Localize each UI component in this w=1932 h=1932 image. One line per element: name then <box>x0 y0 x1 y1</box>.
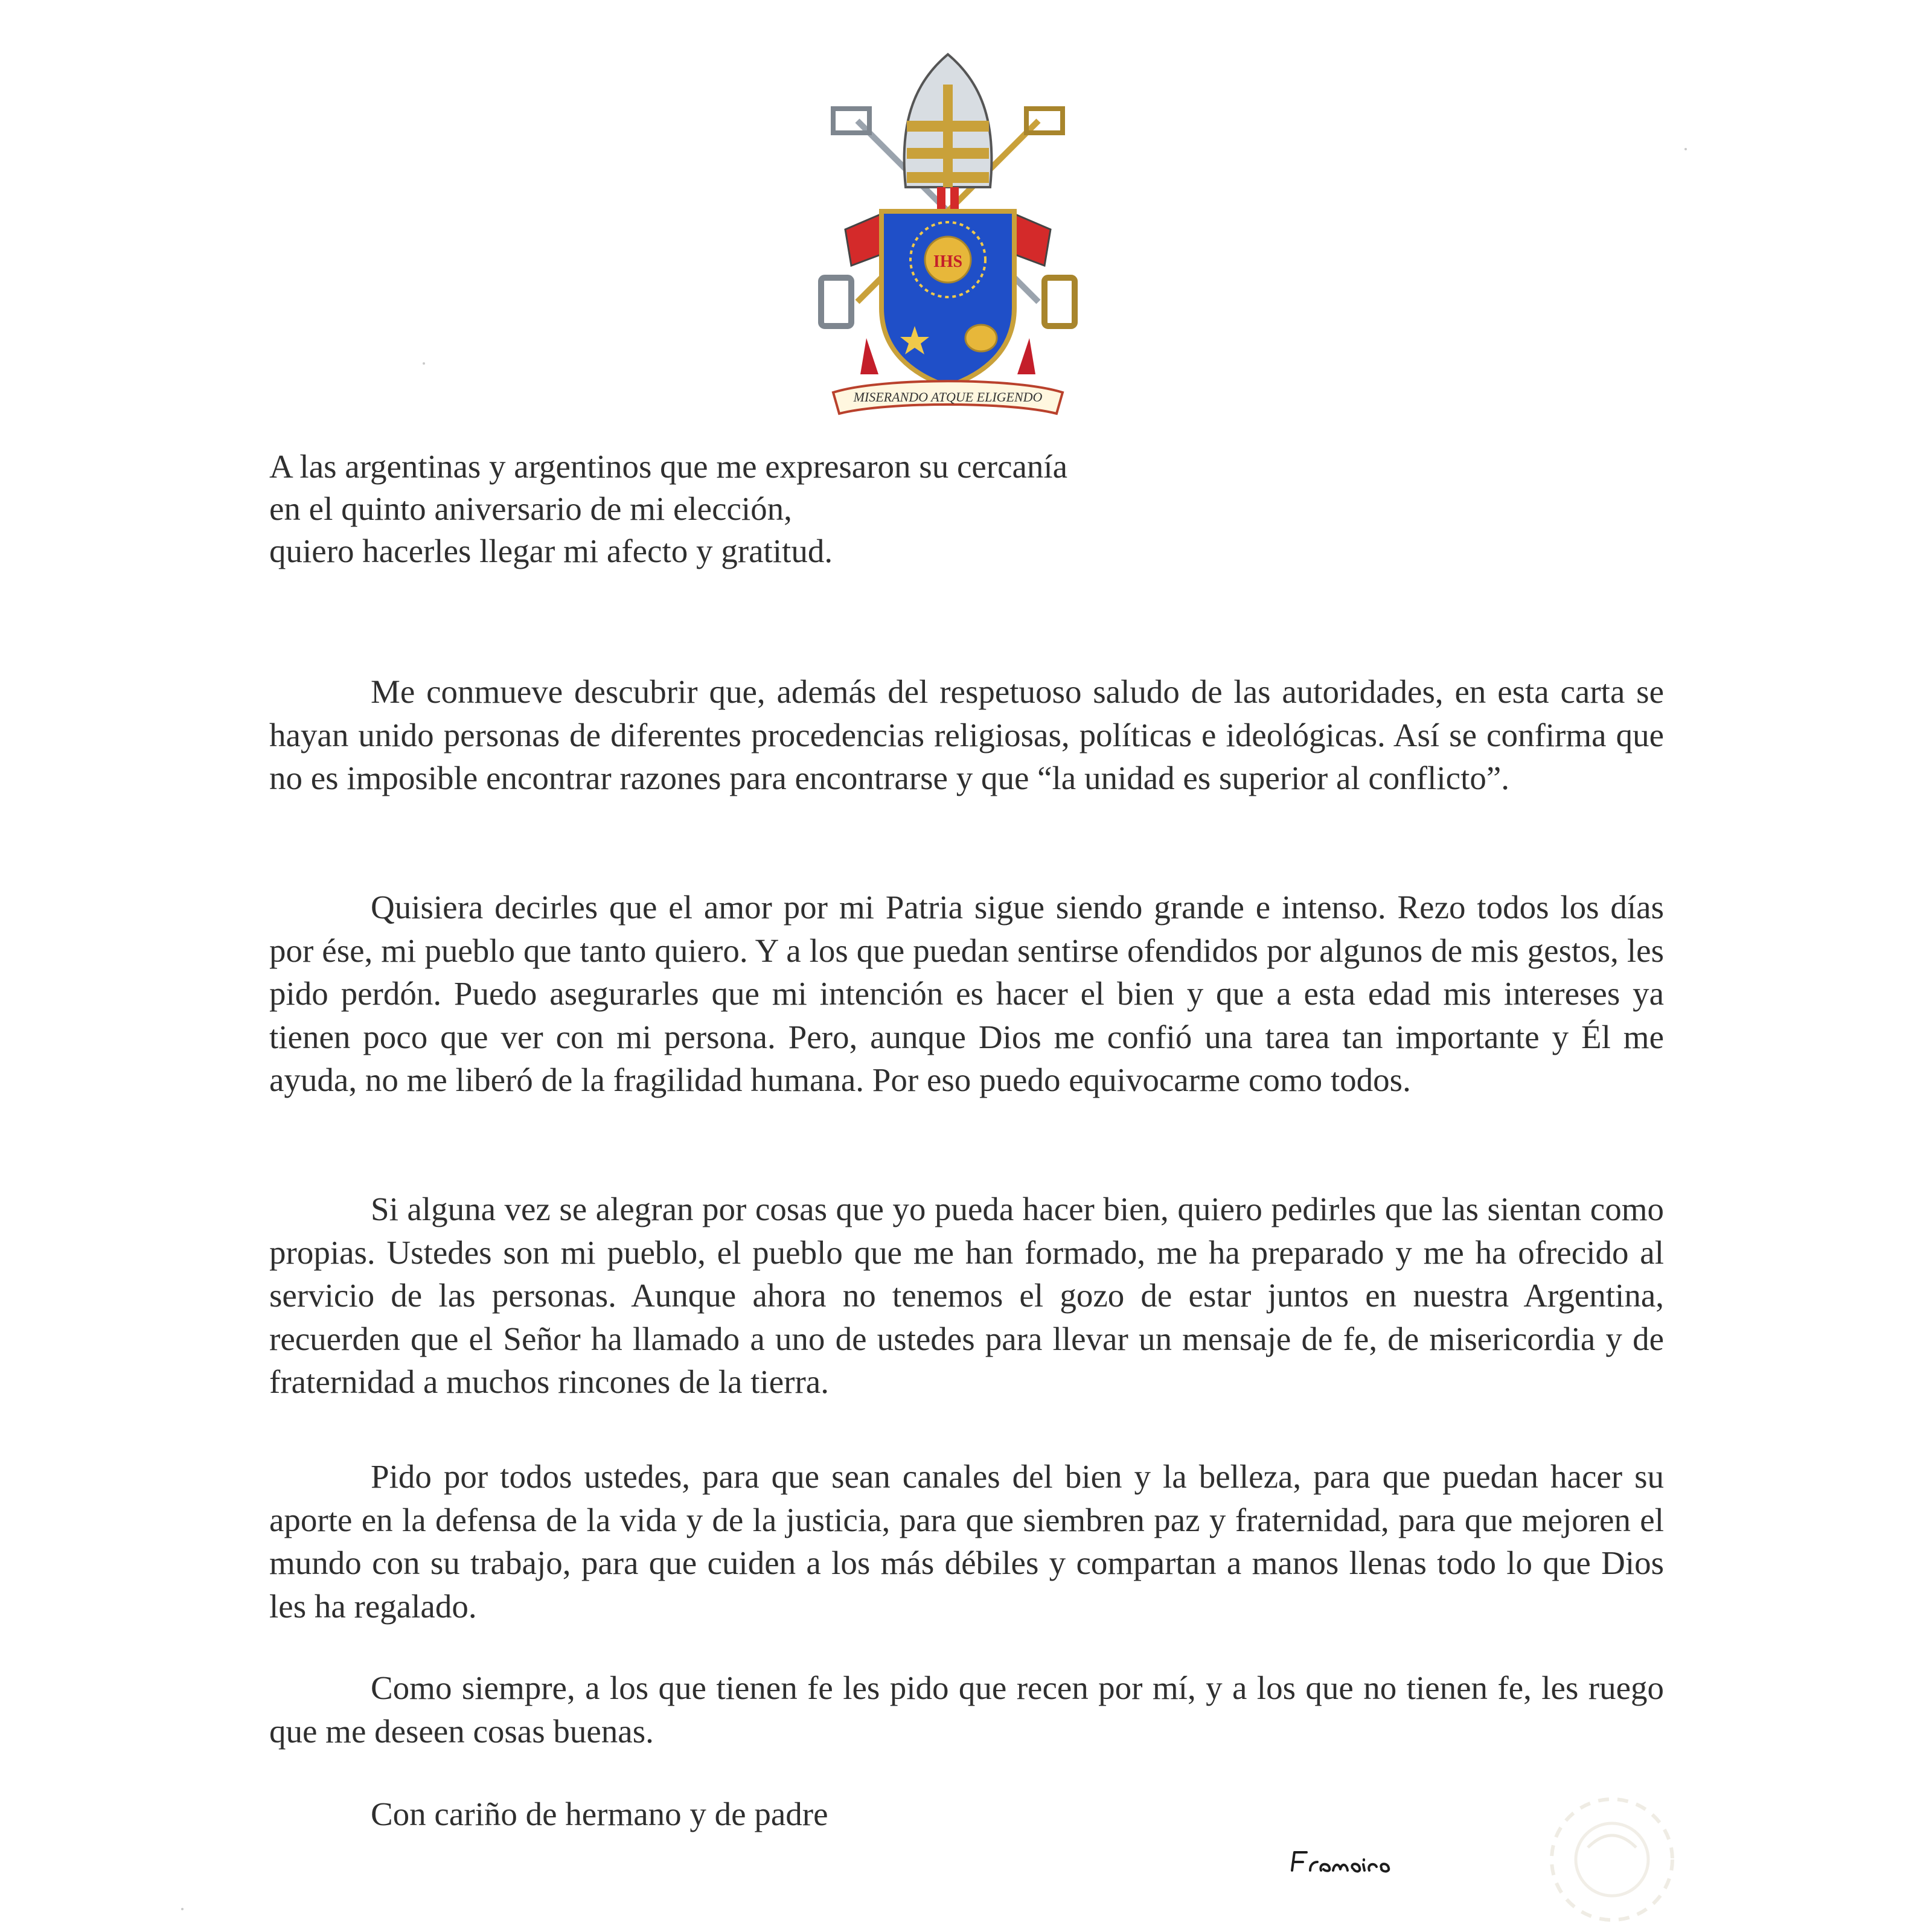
paper-speck <box>1684 148 1687 150</box>
motto-text: MISERANDO ATQUE ELIGENDO <box>853 389 1043 405</box>
body-paragraph: Si alguna vez se alegran por cosas que yo pueda hacer bien, quiero pedirles que las sientan como propias. Ustedes son mi pueblo, el pueblo que me han formado, me ha preparado y me ha ofrecido al servicio de las personas. Aunque ahora no tenemos el gozo de estar juntos en nuestra Argentina, recuerden que el Señor ha llamado a uno de ustedes para llevar un mensaje de fe, de misericordia y de fraternidad a muchos rincones de la tierra. <box>269 1191 1664 1400</box>
handwritten-signature <box>1286 1840 1443 1889</box>
closing-line: Con cariño de hermano y de padre <box>371 1796 828 1832</box>
shield-icon <box>881 211 1014 386</box>
salutation <box>269 446 1664 572</box>
salutation-line: quiero hacerles llegar mi afecto y gratitud. <box>269 533 833 569</box>
embossed-seal-icon <box>1521 1787 1703 1932</box>
body-paragraph: Quisiera decirles que el amor por mi Patria sigue siendo grande e intenso. Rezo todos los días por ése, mi pueblo que tanto quiero. Y a los que puedan sentirse ofendidos por algunos de mis gestos, les pido perdón. Puedo asegurarles que mi intención es hacer el bien y que a esta edad mis intereses ya tienen poco que ver con mi persona. Pero, aunque Dios me confió una tarea tan importante y Él me ayuda, no me liberó de la fragilidad humana. Por eso puedo equivocarme como todos. <box>269 889 1664 1098</box>
body-paragraph: Como siempre, a los que tienen fe les pido que recen por mí, y a los que no tienen fe, les ruego que me deseen cosas buenas. <box>269 1669 1664 1750</box>
paper-speck <box>181 1908 184 1910</box>
mitre-icon <box>904 54 992 229</box>
body-paragraph: Pido por todos ustedes, para que sean canales del bien y la belleza, para que puedan hacer su aporte en la defensa de la vida y de la justicia, para que siembren paz y fraternidad, para que mejoren el mundo con su trabajo, para que cuiden a los más débiles y compartan a manos llenas todo lo que Dios les ha regalado. <box>269 1458 1664 1625</box>
coat-of-arms-icon <box>809 48 1087 423</box>
paper-speck <box>423 362 425 365</box>
shield-monogram: IHS <box>933 252 963 271</box>
body-paragraph: Me conmueve descubrir que, además del respetuoso saludo de las autoridades, en esta carta se hayan unido personas de diferentes procedencias religiosas, políticas e ideológicas. Así se confirma que no es imposible encontrar razones para encontrarse y que “la unidad es superior al conflicto”. <box>269 673 1664 796</box>
salutation-line: en el quinto aniversario de mi elección, <box>269 490 792 527</box>
nard-flower-icon <box>965 325 997 351</box>
salutation-line: A las argentinas y argentinos que me expresaron su cercanía <box>269 448 1068 485</box>
